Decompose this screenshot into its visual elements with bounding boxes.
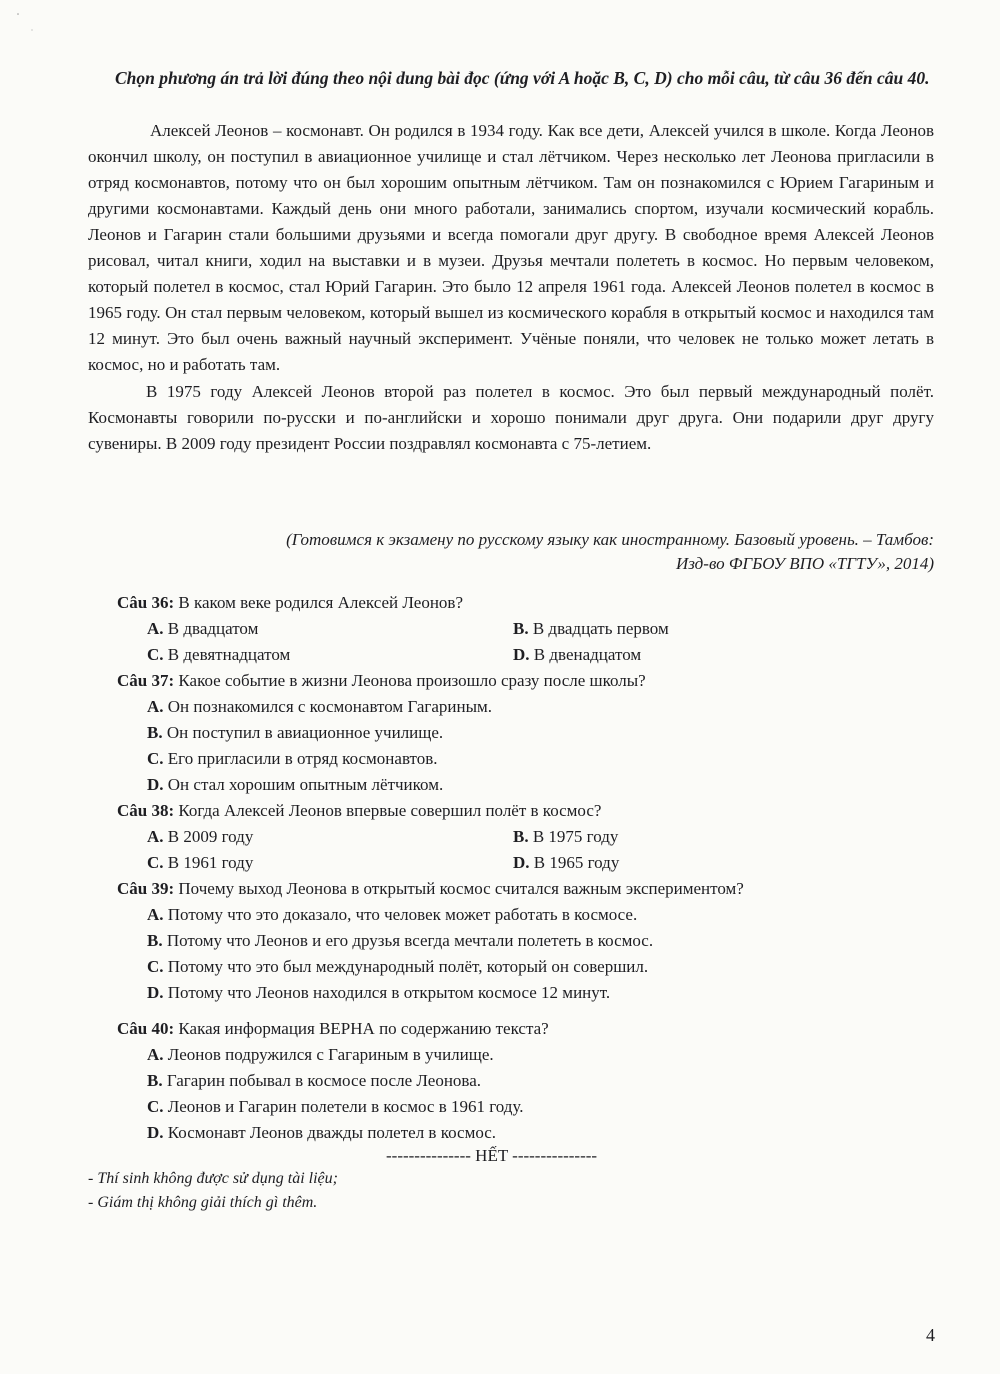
note-line: - Thí sinh không được sử dụng tài liệu;: [88, 1170, 338, 1187]
passage-paragraph-2: В 1975 году Алексей Леонов второй раз полетел в космос. Это был первый международный полёт. Космонавты говорили по-русски и по-английски и хорошо понимали друг друга. Они подарили друг другу сувениры. В 2009 году президент России поздравлял космонавта с 75-летием.: [88, 382, 934, 453]
option-b: B. В двадцать первом: [513, 619, 669, 638]
option-c: C. В 1961 году: [147, 853, 254, 872]
option-a: A. В двадцатом: [147, 619, 259, 638]
source-citation: [88, 528, 934, 576]
note-line: - Giám thị không giải thích gì thêm.: [88, 1194, 318, 1211]
question-number: Câu 37:: [117, 671, 175, 690]
page-number: 4: [926, 1325, 935, 1345]
option-c: C. Потому что это был международный полёт, который он совершил.: [147, 957, 649, 976]
option-a: A. Потому что это доказало, что человек может работать в космосе.: [147, 905, 638, 924]
question-40: [117, 1016, 937, 1146]
option-b: B. В 1975 году: [513, 827, 619, 846]
option-d: D. Он стал хорошим опытным лётчиком.: [147, 775, 444, 794]
option-b: B. Гагарин побывал в космосе после Леонова.: [147, 1071, 482, 1090]
question-38: [117, 798, 937, 876]
option-c: C. В девятнадцатом: [147, 645, 291, 664]
option-d: D. Потому что Леонов находился в открытом космосе 12 минут.: [147, 983, 611, 1002]
option-a: A. Леонов подружился с Гагариным в училище.: [147, 1045, 494, 1064]
question-number: Câu 39:: [117, 879, 175, 898]
option-a: A. Он познакомился с космонавтом Гагариным.: [147, 697, 493, 716]
passage-paragraph-1: Алексей Леонов – космонавт. Он родился в 1934 году. Как все дети, Алексей учился в школе. Когда Леонов окончил школу, он поступил в авиационное училище и стал лётчиком. Через несколько лет Леонова пригласили в отряд космонавтов, потому что он был хорошим опытным лётчиком. Там он познакомился с Юрием Гагариным и другими космонавтами. Каждый день они много работали, занимались спортом, изучали космический корабль. Леонов и Гагарин стали большими друзьями и всегда помогали друг другу. В свободное время Алексей Леонов рисовал, читал книги, ходил на выставки и в музеи. Друзья мечтали полететь в космос. Но первым человеком, который полетел в космос, стал Юрий Гагарин. Это было 12 апреля 1961 года. Алексей Леонов полетел в космос в 1965 году. Он стал первым человеком, который вышел из космического корабля в открытый космос и находился там 12 минут. Это был очень важный научный эксперимент. Учёные поняли, что человек не только может летать в космос, но и работать там.: [88, 121, 934, 374]
source-line-1: (Готовимся к экзамену по русскому языку как иностранному. Базовый уровень. – Тамбов:: [286, 530, 934, 549]
question-37: [117, 668, 937, 798]
option-c: C. Его пригласили в отряд космонавтов.: [147, 749, 438, 768]
question-number: Câu 36:: [117, 593, 175, 612]
option-d: D. В 1965 году: [513, 853, 620, 872]
question-text: Какое событие в жизни Леонова произошло сразу после школы?: [178, 671, 646, 690]
answer-options: [147, 824, 937, 876]
exam-notes: [88, 1167, 338, 1215]
scan-speck-mark: [10, 8, 40, 48]
question-36: [117, 590, 937, 668]
question-list: [117, 590, 937, 1146]
option-b: B. Он поступил в авиационное училище.: [147, 723, 444, 742]
option-b: B. Потому что Леонов и его друзья всегда мечтали полететь в космос.: [147, 931, 654, 950]
end-marker: --------------- HẾT ---------------: [386, 1146, 598, 1165]
question-text: Когда Алексей Леонов впервые совершил полёт в космос?: [178, 801, 602, 820]
question-text: В каком веке родился Алексей Леонов?: [178, 593, 463, 612]
spacer: [117, 1006, 937, 1016]
question-text: Какая информация ВЕРНА по содержанию текста?: [178, 1019, 549, 1038]
question-text: Почему выход Леонова в открытый космос считался важным экспериментом?: [178, 879, 744, 898]
option-a: A. В 2009 году: [147, 827, 254, 846]
reading-passage: [88, 118, 934, 457]
question-number: Câu 40:: [117, 1019, 175, 1038]
instruction-heading: Chọn phương án trả lời đúng theo nội dung bài đọc (ứng với A hoặc B, C, D) cho mỗi câu, từ câu 36 đến câu 40.: [115, 68, 930, 88]
question-number: Câu 38:: [117, 801, 175, 820]
option-d: D. В двенадцатом: [513, 645, 642, 664]
option-c: C. Леонов и Гагарин полетели в космос в 1961 году.: [147, 1097, 524, 1116]
source-line-2: Изд-во ФГБОУ ВПО «ТГТУ», 2014): [676, 554, 934, 573]
question-39: [117, 876, 937, 1006]
option-d: D. Космонавт Леонов дважды полетел в космос.: [147, 1123, 497, 1142]
answer-options: [147, 616, 937, 668]
